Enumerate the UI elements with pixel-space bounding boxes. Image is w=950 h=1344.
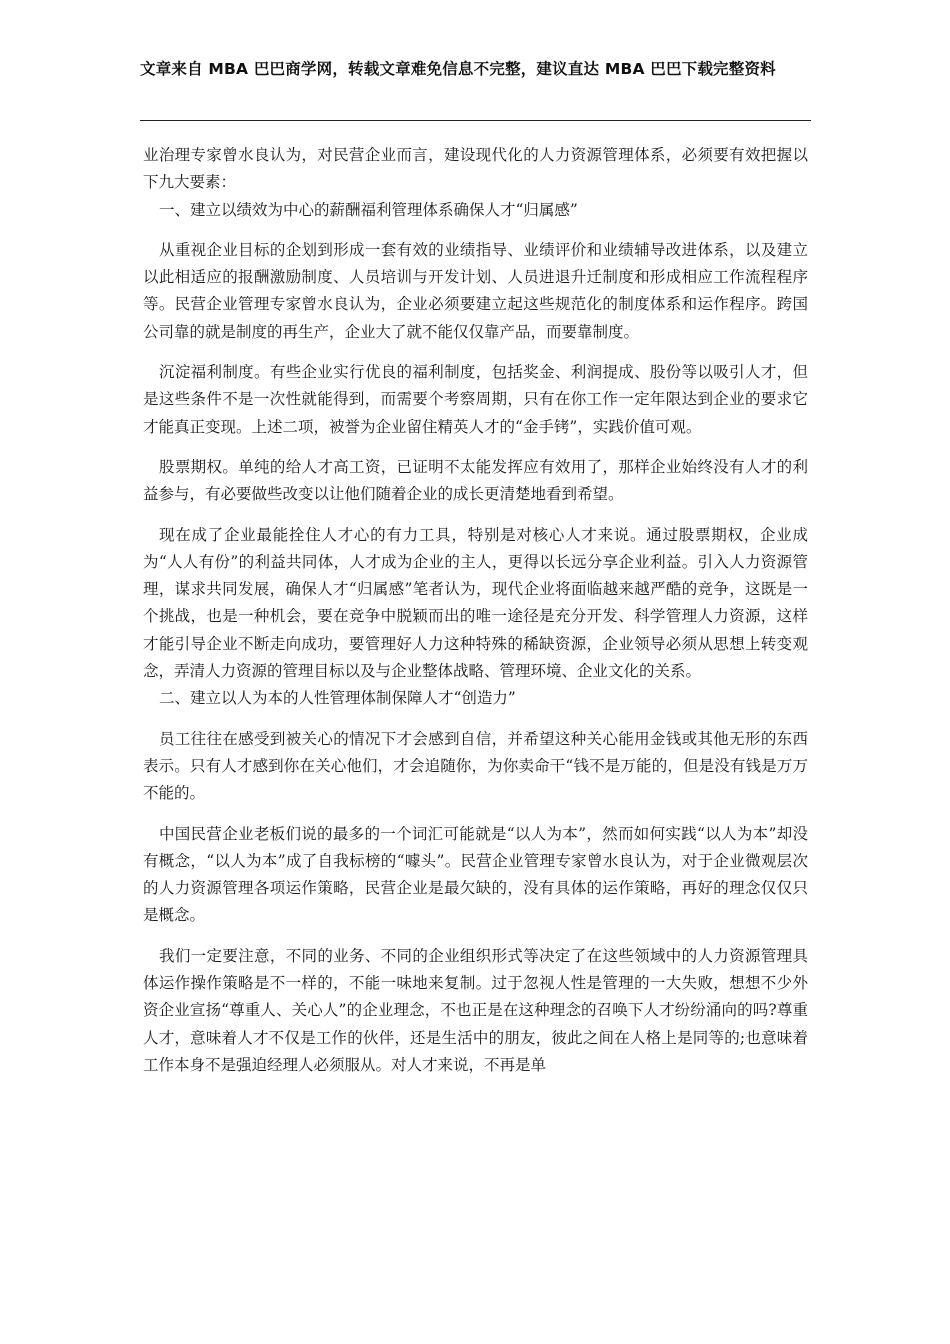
body-paragraph: 从重视企业目标的企划到形成一套有效的业绩指导、业绩评价和业绩辅导改进体系，以及建立以此相适应的报酬激励制度、人员培训与开发计划、人员进退升迁制度和形成相应工作流程程序等。民营企业管理专家曾水良认为，企业必须要建立起这些规范化的制度体系和运作程序。跨国公司靠的就是制度的再生产，企业大了就不能仅仅靠产品，而要靠制度。	[143, 240, 808, 341]
header-divider	[140, 120, 811, 121]
body-paragraph: 员工往往在感受到被关心的情况下才会感到自信，并希望这种关心能用金钱或其他无形的东西表示。只有人才感到你在关心他们，才会追随你，为你卖命干“钱不是万能的，但是没有钱是万万不能的。	[143, 729, 808, 803]
intro-paragraph: 业治理专家曾水良认为，对民营企业而言，建设现代化的人力资源管理体系，必须要有效把握以下九大要素：	[143, 146, 808, 192]
section-heading-2: 二、建立以人为本的人性管理体制保障人才“创造力”	[159, 689, 516, 708]
source-banner: 文章来自 MBA 巴巴商学网，转载文章难免信息不完整，建议直达 MBA 巴巴下载完整资料	[140, 60, 776, 78]
article-body	[143, 142, 808, 1079]
body-paragraph: 中国民营企业老板们说的最多的一个词汇可能就是“以人为本”，然而如何实践“以人为本”却没有概念，“以人为本”成了自我标榜的“噱头”。民营企业管理专家曾水良认为，对于企业微观层次的人力资源管理各项运作策略，民营企业是最欠缺的，没有具体的运作策略，再好的理念仅仅只是概念。	[143, 824, 808, 925]
body-paragraph: 现在成了企业最能拴住人才心的有力工具，特别是对核心人才来说。通过股票期权，企业成为“人人有份”的利益共同体，人才成为企业的主人，更得以长远分享企业利益。引入人力资源管理，谋求共同发展，确保人才“归属感”笔者认为，现代企业将面临越来越严酷的竞争，这既是一个挑战，也是一种机会，要在竞争中脱颖而出的唯一途径是充分开发、科学管理人力资源，这样才能引导企业不断走向成功，要管理好人力这种特殊的稀缺资源，企业领导必须从思想上转变观念，弄清人力资源的管理目标以及与企业整体战略、管理环境、企业文化的关系。	[143, 525, 808, 681]
body-paragraph: 我们一定要注意，不同的业务、不同的企业组织形式等决定了在这些领域中的人力资源管理具体运作操作策略是不一样的，不能一味地来复制。过于忽视人性是管理的一大失败，想想不少外资企业宣扬“尊重人、关心人”的企业理念，不也正是在这种理念的召唤下人才纷纷涌向的吗?尊重人才，意味着人才不仅是工作的伙伴，还是生活中的朋友，彼此之间在人格上是同等的;也意味着工作本身不是强迫经理人必须服从。对人才来说，不再是单	[143, 946, 808, 1074]
section-heading-1: 一、建立以绩效为中心的薪酬福利管理体系确保人才“归属感”	[159, 200, 578, 219]
body-paragraph: 股票期权。单纯的给人才高工资，已证明不太能发挥应有效用了，那样企业始终没有人才的利益参与，有必要做些改变以让他们随着企业的成长更清楚地看到希望。	[143, 457, 808, 504]
body-paragraph: 沉淀福利制度。有些企业实行优良的福利制度，包括奖金、利润提成、股份等以吸引人才，但是这些条件不是一次性就能得到，而需要个考察周期，只有在你工作一定年限达到企业的要求它才能真正变现。上述二项，被誉为企业留住精英人才的“金手铐”，实践价值可观。	[143, 363, 808, 436]
